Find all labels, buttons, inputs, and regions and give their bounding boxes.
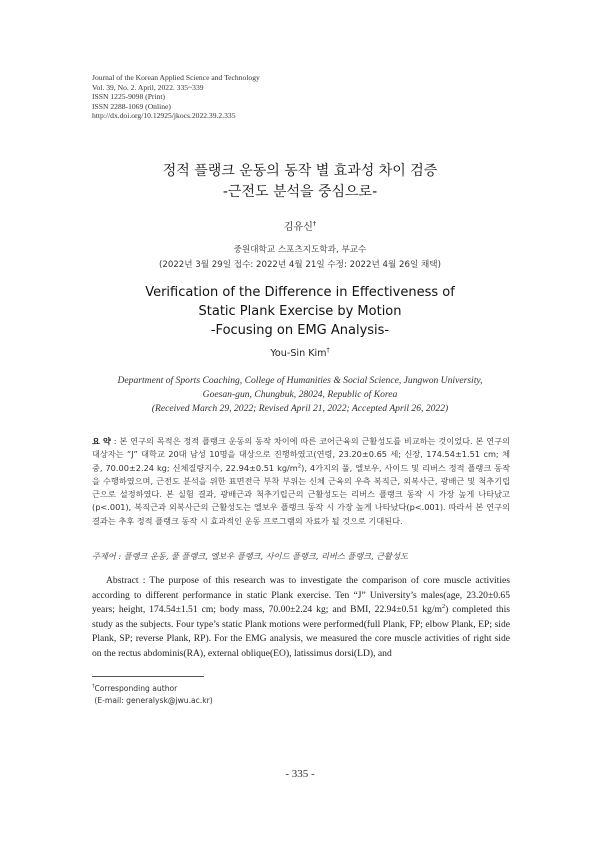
abstract-ko-text1: : 본 연구의 목적은 정적 플랭크 운동의 동작 차이에 따른 코어근육의 근활성도를 비교하는 것이었다. 본 연구의 대상자는 “J” 대학교 20대 남성 10명을 대상으로 진행하였고(연령, 23.20±0.65 세; 신장, 174.54±1.51 cm; 체중, 70.00±2.24 kg; 신체질량지수, 22.94±0.51 kg/m <box>92 436 511 473</box>
footnote <box>92 683 213 707</box>
footnote-divider <box>92 676 204 677</box>
abstract-en-label: Abstract <box>106 575 139 586</box>
title-ko-line1: 정적 플랭크 운동의 동작 별 효과성 차이 검증 <box>162 163 438 179</box>
footnote-mark: † <box>92 683 95 690</box>
abstract-en <box>92 574 510 662</box>
title-en-line2: Static Plank Exercise by Motion <box>198 304 402 319</box>
author-ko-name: 김유신 <box>283 222 313 233</box>
author-ko-mark: † <box>312 219 317 228</box>
abstract-ko <box>92 435 510 528</box>
footnote-line1: Corresponding author <box>94 684 178 693</box>
author-ko <box>0 218 600 233</box>
abstract-en-sup: 2 <box>441 603 446 610</box>
abstract-ko-text2: ), 4가지의 풀, 엘보우, 사이드 및 리버스 정적 플랭크 동작을 수행하였으며, 근전도 분석을 위한 표면전극 부착 부위는 신체 근육의 우측 복직근, 외복사근, 광배근 및 척추기립근으로 설정하였다. 본 실험 결과, 광배근과 척추기립근의 근활성도는 리버스 플랭크 동작 시 가장 높게 나타났고(p<.001), 복직근과 외복사근의 근활성도는 엘보우 플랭크 동작 시 가장 높게 나타났다(p<.001). 따라서 본 연구의 결과는 추후 정적 플랭크 동작 시 효과적인 운동 프로그램의 자료가 될 것으로 기대된다. <box>92 462 510 526</box>
title-en-line3: -Focusing on EMG Analysis- <box>210 323 390 338</box>
keywords-ko: 주제어 : 플랭크 운동, 풀 플랭크, 엘보우 플랭크, 사이드 플랭크, 리버스 플랭크, 근활성도 <box>92 551 408 561</box>
department-line2: Goesan-gun, Chungbuk, 28024, Republic of Korea <box>202 389 398 400</box>
abstract-en-text2: ) completed this study as the subjects. Four type’s static Plank motions were performed(full Plank, FP; elbow Plank, EP; side Plank, SP; reverse Plank, RP). For the EMG analysis, we measured the core muscle activities of right side on the rectus abdominis(RA), external oblique(EO), latissimus dorsi(LD), and <box>92 604 511 659</box>
author-en <box>0 348 600 359</box>
abstract-ko-sup: 2 <box>297 462 302 469</box>
journal-issn-online: ISSN 2288-1069 (Online) <box>92 101 171 111</box>
author-en-name: You-Sin Kim <box>270 348 327 359</box>
affiliation-ko-line2: (2022년 3월 29일 접수: 2022년 4월 21일 수정: 2022년 4월 26일 채택) <box>159 260 441 270</box>
department-line1: Department of Sports Coaching, College of Humanities & Social Science, Jungwon University, <box>117 375 483 386</box>
abstract-en-text1: : The purpose of this research was to investigate the comparison of core muscle activities according to different performance in static Plank exercise. Ten “J” University’s males(age, 23.20±0.65 years; height, 174.54±1.51 cm; body mass, 70.00±2.24 kg; and BMI, 22.94±0.51 kg/m <box>92 575 510 616</box>
page-number: - 335 - <box>285 768 315 780</box>
affiliation-ko-line1: 중원대학교 스포츠지도학과, 부교수 <box>233 245 367 255</box>
journal-name: Journal of the Korean Applied Science and Technology <box>92 73 260 82</box>
journal-volume: Vol. 39, No. 2. April, 2022. 335~339 <box>92 82 204 92</box>
journal-doi-link[interactable]: http://dx.doi.org/10.12925/jkocs.2022.39.2.335 <box>92 111 236 121</box>
journal-info <box>92 73 260 121</box>
journal-issn-print: ISSN 1225-9098 (Print) <box>92 92 165 102</box>
title-ko-line2: -근전도 분석을 중심으로- <box>222 184 378 200</box>
received-dates: (Received March 29, 2022; Revised April 21, 2022; Accepted April 26, 2022) <box>151 403 449 414</box>
abstract-ko-label: 요 약 <box>92 436 111 446</box>
author-en-mark: † <box>326 346 330 354</box>
footnote-email[interactable]: (E-mail: generalysk@jwu.ac.kr) <box>94 696 213 705</box>
title-en-line1: Verification of the Difference in Effectiveness of <box>145 285 455 300</box>
